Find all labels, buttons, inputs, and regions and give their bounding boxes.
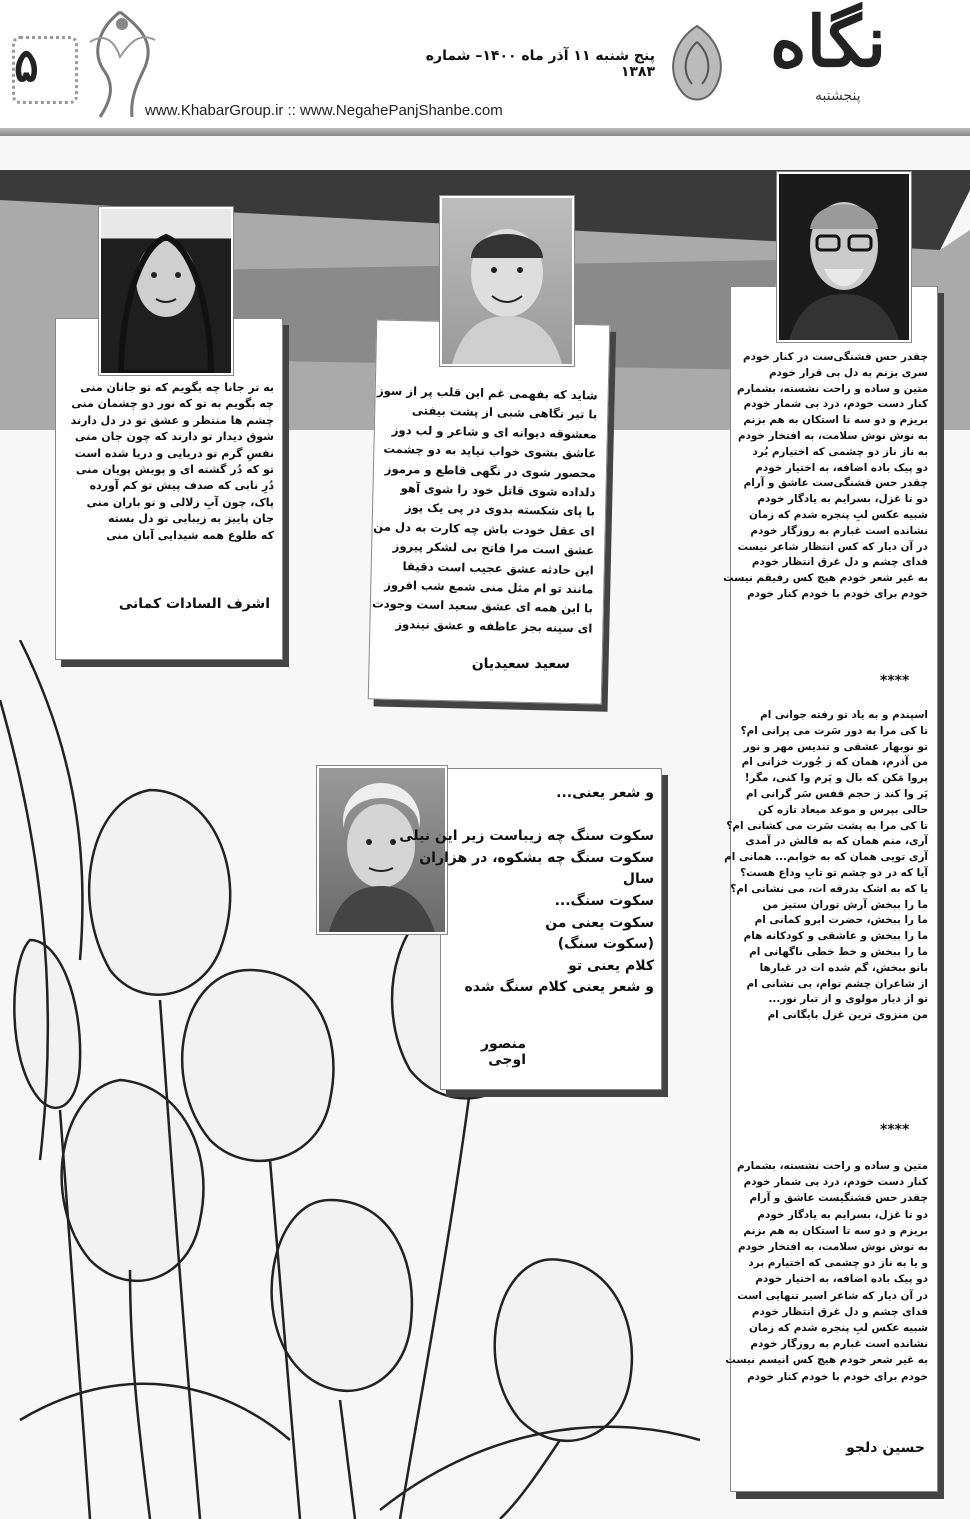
website-urls[interactable]: www.KhabarGroup.ir :: www.NegahePanjShanbe.com xyxy=(145,102,503,119)
logo-subtitle: پنجشنبه xyxy=(815,88,861,104)
poet-photo-middle xyxy=(440,196,574,366)
portrait-glasses-man-icon xyxy=(779,174,909,340)
section-divider-2: **** xyxy=(880,1122,910,1138)
newspaper-logo: نگاه xyxy=(770,0,887,83)
portrait-man-icon xyxy=(442,198,572,364)
dateline: پنج شنبه ۱۱ آذر ماه ۱۴۰۰– شماره ۱۳۸۳ xyxy=(425,48,655,80)
poem-center-text: و شعر یعنی... سکوت سنگ چه زیباست زیر این نیلی سکوت سنگ چه بشکوه، در هزاران سال سکوت سنگ... سکوت یعنی من (سکوت سنگ) کلام یعنی تو و شعر یعنی کلام سنگ شده xyxy=(399,785,654,996)
poet-photo-left xyxy=(99,207,233,375)
arabesque-ornament-icon xyxy=(662,22,732,108)
portrait-woman-icon xyxy=(101,209,231,373)
poet-photo-right xyxy=(777,172,911,342)
poem-right-section-1: چقدر حس قشنگی‌ست در کنار خودم سری بزنم به دل بی قرار خودم متین و ساده و راحت نشسته، بشمارم کنار دست خودم، درد بی شمار خودم بریزم و دو سه تا استکان به هم بزنم به نوش نوش سلامت، به افتخار خودم به ناز ناز دو چشمی که اختیارم بُرد دو پیک باده اضافه، به اختیار خودم چقدر حس قشنگی‌ست عاشق و آرام دو تا غزل، بسرایم به یادگار خودم شبیه عکس لبِ پنجره شدم که زمان نشانده است غبارم به روزگار خودم در آن دیار که کس انتظار شاعر نیست فدای چشم و دل غرق انتظار خودم به غیر شعر خودم هیچ کس رفیقم نیست خودم برای خودم با خودم کنار خودم xyxy=(723,351,928,600)
poem-right-section-2: اسپندم و به یاد تو رفته جوانی ام تا کی مرا به دور سَرت می پرانی ام؟ تو نوبهار عشقی و تندیس مهر و نور من آذرم، همان که ز جُورت خزانی ام پروا مَکن که بال و پَرم وا کنی، مگر! پَر وا کند ز حجم قفس سَر گرانی ام حالی بپرس و موعد میعاد تازه کن تا کی مرا به پشت سَرت می کشانی ام؟ آری، منم همان که به فالش در آمدی آری تویی همان که به خوابم... همانی ام آیا که در دو چشم تو تابِ وداع هست؟ یا که به اشک بدرقه ات، می نشانی ام؟ ما را ببخش آرش توران ستیز من ما را ببخش، حضرت ابرو کمانی ام ما را ببخش و عاشقی و کودکانه هام ما را ببخش و خط خطی ناگهانی ام بانو ببخش، گم شده ات در غبارها از شاعران چشم توام، بی نشانی ام تو از دیار مولوی و از تبار نور... من منزوی ترین غزل بایگانی ام xyxy=(724,709,928,1022)
poet-name-left: اشرف السادات کمانی xyxy=(118,596,270,612)
poet-name-right: حسین دلجو xyxy=(846,1440,925,1456)
page-number: ۵ xyxy=(14,38,39,92)
section-divider-1: **** xyxy=(880,673,910,689)
poem-left-text: به تر جانا چه بگویم که تو جانان منی چه بگویم به تو که نور دو چشمان منی چشم ها منتظر و عشق تو در دل دارند شوق دیدار تو دارند که چون جان منی نفسِ گرم تو دریایی و دریا شده است تو که دُر گشته ای و پویش پویان منی دُرِ نابی که صدف پیش تو کم آورده پاک، چون آبِ زلالی و تو باران منی جان پاییز به زیبایی تو دل بسته که طلوع همه شیدایی آبان منی xyxy=(70,381,274,542)
poem-right-section-3: متین و ساده و راحت نشسته، بشمارم کنار دست خودم، درد بی شمار خودم چقدر حس قشنگیست عاشق و آرام دو تا غزل، بسرایم به یادگار خودم بریزم و دو سه تا استکان به هم بزنم به نوش نوش سلامت، به افتخار خودم و یا به ناز دو چشمی که اختیارم برد دو پیک باده اضافه، به اختیار خودم در آن دیار که شاعر اسیر تنهایی است فدای چشم و دل غرق انتظار خودم شبیه عکس لبِ پنجره شدم که زمان نشانده است غبارم به روزگار خودم به غیر شعر خودم هیچ کس انیسم نیست خودم برای خودم با خودم کنار خودم xyxy=(725,1160,928,1383)
header-rule xyxy=(0,128,970,136)
masthead xyxy=(0,0,970,135)
poet-name-center: منصور اوجی xyxy=(480,1036,526,1068)
poem-middle-text: شاید که بفهمی غم این قلب پر از سوز با تیر نگاهی شبی از پشت بیفتی معشوقه دیوانه ای و شاعر و لب دوز عاشق بشوی خواب نیاید به دو چشمت محصور شوی در نگهی قاطع و مرموز دلداده شوی قاتل خود را شوی آهو با پای شکسته بدوی در پی یک یوز ای عقل خودت باش چه کارت به دل من عشق است مرا فاتح بی لشکر پیروز این حادثه عشق عجیب است دقیقا مانند تو ام مثل منی شمع شب افروز با این همه ای عشق سعید است وجودت ای سینه بجز عاطفه و عشق نیندوز xyxy=(371,383,598,636)
poet-name-middle: سعید سعیدیان xyxy=(471,656,570,672)
